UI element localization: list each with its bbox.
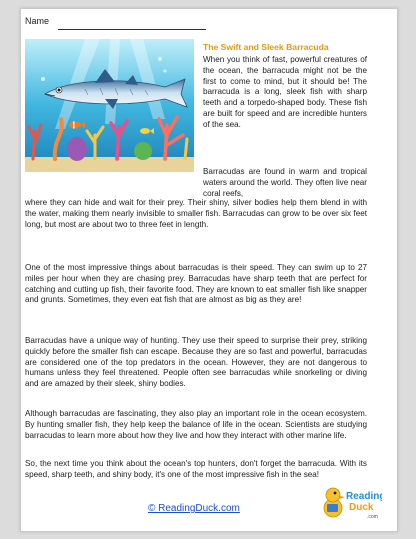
logo-word-com: .com [367, 514, 378, 520]
paragraph-2-start: Barracudas are found in warm and tropical waters around the world. They often live near coral reefs, [203, 167, 367, 198]
barracuda-illustration [25, 39, 194, 172]
paragraph-6: So, the next time you think about the ocean's top hunters, don't forget the barracuda. With its speed, sharp teeth, and shiny body, it's one of the most impressive fish in the sea! [25, 459, 367, 479]
paragraph-2-end: where they can hide and wait for their prey. Their shiny, silver bodies help them blend in with the water, making them nearly invisible to smaller fish. Barracudas can grow to be over six feet long, but most are about two to three feet in length. [25, 198, 367, 229]
paragraph-5: Although barracudas are fascinating, they also play an important role in the ocean ecosystem. By hunting smaller fish, they help keep the balance of life in the ocean. Scientists are studying barracudas to learn more about how they live and how they interact with other marine life. [25, 409, 367, 440]
logo-word-duck: Duck [349, 502, 374, 513]
name-input-line[interactable] [58, 29, 206, 30]
readingduck-logo [322, 480, 382, 520]
logo-word-reading: Reading [346, 491, 382, 502]
paragraph-4: Barracudas have a unique way of hunting. They use their speed to surprise their prey, striking quickly before the smaller fish can escape. Because they are so fast and powerful, barracudas are considered one of the top predators in the ocean. However, they are not dangerous to humans unless they feel threatened. People often see barracudas while snorkeling or diving and are amazed by their sleek, shiny bodies. [25, 336, 367, 389]
name-label: Name [25, 16, 50, 26]
story-title: The Swift and Sleek Barracuda [203, 42, 329, 52]
readingduck-link[interactable]: © ReadingDuck.com [148, 503, 240, 514]
paragraph-3: One of the most impressive things about barracudas is their speed. They can swim up to 27 miles per hour when they are chasing prey. Barracudas have sharp teeth that are perfect for catching and cutting up fish, their favorite food. They are known to eat smaller fish like snapper and grunts. Sometimes, they even eat fish that are almost as big as they are! [25, 263, 367, 305]
paragraph-1: When you think of fast, powerful creatures of the ocean, the barracuda might not be the first to come to mind, but it should be! The barracuda is a long, sleek fish with sharp teeth and a torpedo-shaped body. These fish are built for speed and are incredible hunters of the sea. [203, 55, 367, 129]
